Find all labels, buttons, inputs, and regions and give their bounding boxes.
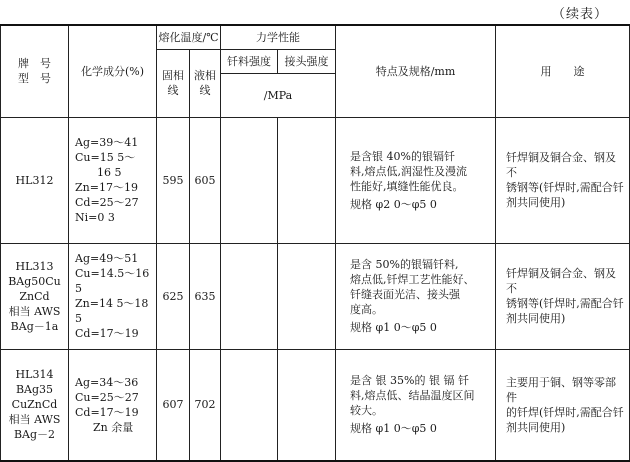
header-usage: 用 途	[496, 25, 630, 117]
header-solidus: 固相 线	[157, 49, 190, 117]
joint-strength-cell	[278, 117, 336, 243]
continued-label: （续表）	[551, 7, 608, 22]
solidus-cell: 607	[157, 349, 190, 461]
grade-cell: HL312	[1, 117, 69, 243]
chemical-composition-cell: Ag=34～36 Cu=25～27 Cd=17～19 Zn 余量	[69, 349, 157, 461]
header-chemical-composition: 化学成分(%)	[69, 25, 157, 117]
header-grade: 牌 号 型 号	[1, 25, 69, 117]
filler-strength-cell	[221, 349, 278, 461]
filler-strength-cell	[221, 243, 278, 349]
usage-cell: 钎焊铜及铜合金、钢及不 锈钢等(钎焊时,需配合钎 剂共同使用)	[496, 117, 630, 243]
header-liquidus: 液相 线	[190, 49, 221, 117]
liquidus-cell: 605	[190, 117, 221, 243]
features-cell: 是含银 40%的银镉钎 料,熔点低,润湿性及漫流 性能好,填缝性能优良。 规格 φ2 0～φ5 0	[336, 117, 496, 243]
liquidus-cell: 702	[190, 349, 221, 461]
table-row	[1, 349, 630, 461]
features-cell: 是含 50%的银镉钎料, 熔点低,钎焊工艺性能好、 钎缝表面光洁、接头强 度高。 规格 φ1 0～φ5 0	[336, 243, 496, 349]
header-strength-unit: /MPa	[221, 73, 336, 117]
chemical-composition-cell: Ag=39～41 Cu=15 5～ 16 5 Zn=17～19 Cd=25～27 Ni=0 3	[69, 117, 157, 243]
grade-cell: HL313 BAg50Cu ZnCd 相当 AWS BAg－1a	[1, 243, 69, 349]
chemical-composition-cell: Ag=49～51 Cu=14.5～16 5 Zn=14 5～18 5 Cd=17～19	[69, 243, 157, 349]
features-cell: 是含 银 35%的 银 镉 钎 料,熔点低、结晶温度区间 较大。 规格 φ1 0～φ5 0	[336, 349, 496, 461]
spec-text: 规格 φ1 0～φ5 0	[350, 422, 437, 436]
solidus-cell: 625	[157, 243, 190, 349]
header-mechanical-properties: 力学性能	[221, 25, 336, 49]
grade-cell: HL314 BAg35 CuZnCd 相当 AWS BAg－2	[1, 349, 69, 461]
table-row	[1, 243, 630, 349]
spec-text: 规格 φ1 0～φ5 0	[350, 321, 437, 334]
joint-strength-cell	[278, 243, 336, 349]
joint-strength-cell	[278, 349, 336, 461]
spec-text: 规格 φ2 0～φ5 0	[350, 197, 437, 211]
brazing-filler-table	[0, 24, 630, 462]
usage-cell: 主要用于铜、钢等零部件 的钎焊(钎焊时,需配合钎 剂共同使用)	[496, 349, 630, 461]
liquidus-cell: 635	[190, 243, 221, 349]
solidus-cell: 595	[157, 117, 190, 243]
usage-cell: 钎焊铜及铜合金、钢及不 锈钢等(钎焊时,需配合钎 剂共同使用)	[496, 243, 630, 349]
header-joint-strength: 接头强度	[278, 49, 336, 73]
filler-strength-cell	[221, 117, 278, 243]
header-features-spec: 特点及规格/mm	[336, 25, 496, 117]
header-filler-strength: 钎料强度	[221, 49, 278, 73]
table-row	[1, 117, 630, 243]
header-melting-temperature: 熔化温度/℃	[157, 25, 221, 49]
